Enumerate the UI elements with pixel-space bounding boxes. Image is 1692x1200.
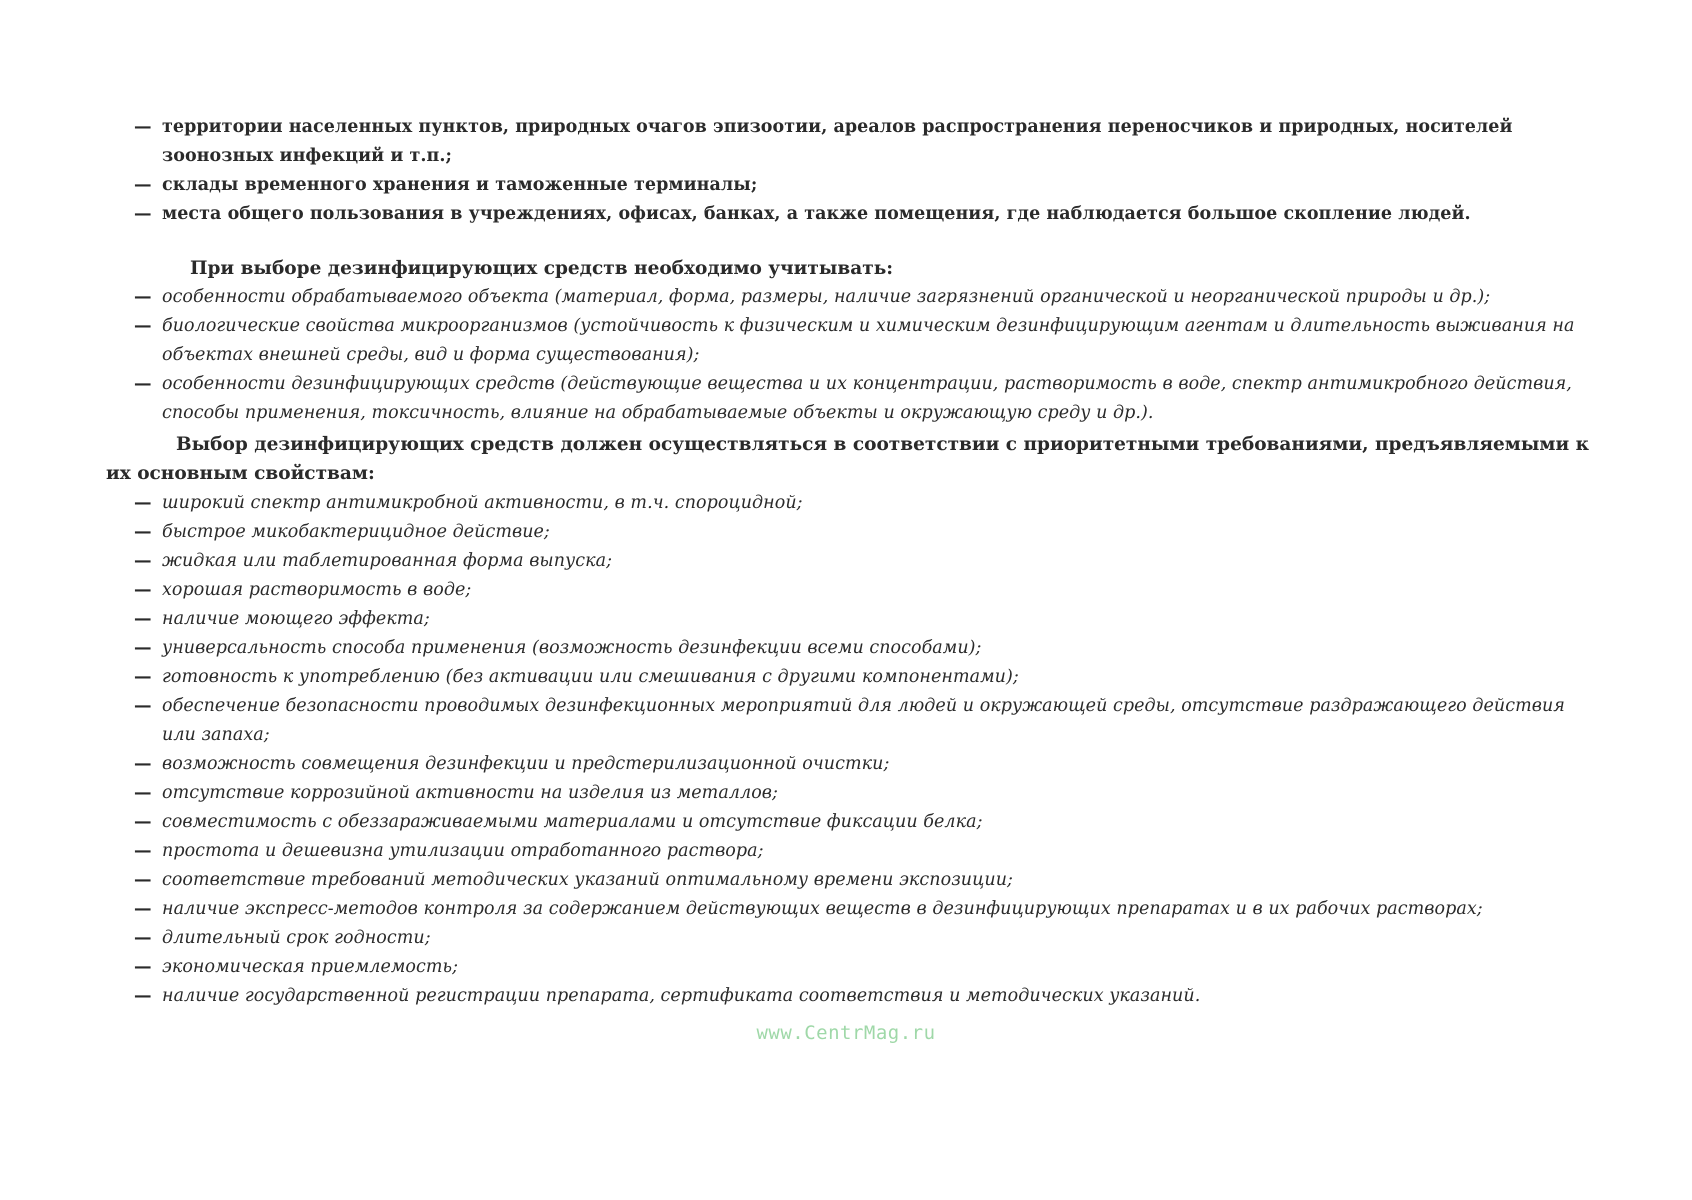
list-dash: —	[134, 609, 152, 629]
list-item-text: экономическая приемлемость;	[162, 957, 459, 977]
list-item-text: универсальность способа применения (возможность дезинфекции всеми способами);	[162, 638, 982, 658]
list-dash: —	[134, 493, 152, 513]
list-dash: —	[134, 986, 152, 1006]
list-dash: —	[134, 696, 152, 716]
list-item-text: возможность совмещения дезинфекции и предстерилизационной очистки;	[162, 754, 890, 774]
list-item-text: широкий спектр антимикробной активности, в т.ч. спороцидной;	[162, 493, 803, 513]
list-item-text: наличие моющего эффекта;	[162, 609, 430, 629]
list-item	[120, 370, 1600, 428]
list-item	[120, 634, 1600, 663]
list-item-text: хорошая растворимость в воде;	[162, 580, 472, 600]
list-item	[120, 663, 1600, 692]
list-item	[120, 547, 1600, 576]
list-item	[120, 489, 1600, 518]
list-dash: —	[134, 316, 152, 336]
list-item-text: особенности дезинфицирующих средств (действующие вещества и их концентрации, растворимость в воде, спектр антимикробного действия, способы применения, токсичность, влияние на обрабатываемые объекты и окружающую среду и др.).	[162, 374, 1572, 423]
list-item	[120, 171, 1600, 200]
requirements-list	[120, 489, 1600, 1011]
list-item-text: наличие экспресс-методов контроля за содержанием действующих веществ в дезинфицирующих препаратах и в их рабочих растворах;	[162, 899, 1483, 919]
list-item	[120, 750, 1600, 779]
list-dash: —	[134, 899, 152, 919]
list-item-text: готовность к употреблению (без активации или смешивания с другими компонентами);	[162, 667, 1019, 687]
list-item	[120, 808, 1600, 837]
list-item	[120, 692, 1600, 750]
list-dash: —	[134, 812, 152, 832]
list-item	[120, 982, 1600, 1011]
list-dash: —	[134, 117, 152, 137]
list-item-text: длительный срок годности;	[162, 928, 431, 948]
list-item-text: обеспечение безопасности проводимых дезинфекционных мероприятий для людей и окружающей среды, отсутствие раздражающего действия или запаха;	[162, 696, 1565, 745]
list-item-text: места общего пользования в учреждениях, офисах, банках, а также помещения, где наблюдается большое скопление людей.	[162, 204, 1471, 224]
list-item	[120, 779, 1600, 808]
list-item	[120, 312, 1600, 370]
section-heading-paragraph: При выборе дезинфицирующих средств необходимо учитывать:	[190, 258, 894, 279]
list-item-text: простота и дешевизна утилизации отработанного раствора;	[162, 841, 764, 861]
list-item-text: особенности обрабатываемого объекта (материал, форма, размеры, наличие загрязнений органической и неорганической природы и др.);	[162, 287, 1491, 307]
requirements-paragraph: Выбор дезинфицирующих средств должен осуществляться в соответствии с приоритетными требованиями, предъявляемыми к их основным свойствам:	[106, 434, 1589, 484]
selection-factors-list	[120, 283, 1600, 428]
list-item-text: склады временного хранения и таможенные терминалы;	[162, 175, 758, 195]
list-item	[120, 924, 1600, 953]
list-dash: —	[134, 783, 152, 803]
list-item	[120, 895, 1600, 924]
list-item-text: совместимость с обеззараживаемыми материалами и отсутствие фиксации белка;	[162, 812, 983, 832]
list-dash: —	[134, 374, 152, 394]
list-item-text: соответствие требований методических указаний оптимальному времени экспозиции;	[162, 870, 1013, 890]
list-item	[120, 837, 1600, 866]
list-item	[120, 953, 1600, 982]
list-item	[120, 866, 1600, 895]
list-dash: —	[134, 175, 152, 195]
list-dash: —	[134, 287, 152, 307]
list-dash: —	[134, 754, 152, 774]
requirements-intro	[106, 430, 1600, 488]
list-dash: —	[134, 204, 152, 224]
list-item	[120, 283, 1600, 312]
list-item-text: территории населенных пунктов, природных очагов эпизоотии, ареалов распространения переносчиков и природных, носителей зоонозных инфекций и т.п.;	[162, 117, 1513, 166]
list-item-text: жидкая или таблетированная форма выпуска;	[162, 551, 613, 571]
list-item	[120, 200, 1600, 229]
list-item-text: наличие государственной регистрации препарата, сертификата соответствия и методических указаний.	[162, 986, 1201, 1006]
list-dash: —	[134, 638, 152, 658]
list-dash: —	[134, 870, 152, 890]
watermark: www.CentrMag.ru	[756, 1022, 936, 1044]
list-dash: —	[134, 841, 152, 861]
list-item	[120, 576, 1600, 605]
list-dash: —	[134, 580, 152, 600]
premises-list	[120, 113, 1600, 229]
list-dash: —	[134, 522, 152, 542]
list-item	[120, 518, 1600, 547]
list-dash: —	[134, 551, 152, 571]
list-item	[120, 113, 1600, 171]
list-item	[120, 605, 1600, 634]
list-dash: —	[134, 928, 152, 948]
list-item-text: биологические свойства микроорганизмов (устойчивость к физическим и химическим дезинфицирующим агентам и длительность выживания на объектах внешней среды, вид и форма существования);	[162, 316, 1575, 365]
selection-factors-section	[120, 254, 1600, 428]
list-dash: —	[134, 667, 152, 687]
list-dash: —	[134, 957, 152, 977]
list-item-text: отсутствие коррозийной активности на изделия из металлов;	[162, 783, 778, 803]
list-item-text: быстрое микобактерицидное действие;	[162, 522, 550, 542]
